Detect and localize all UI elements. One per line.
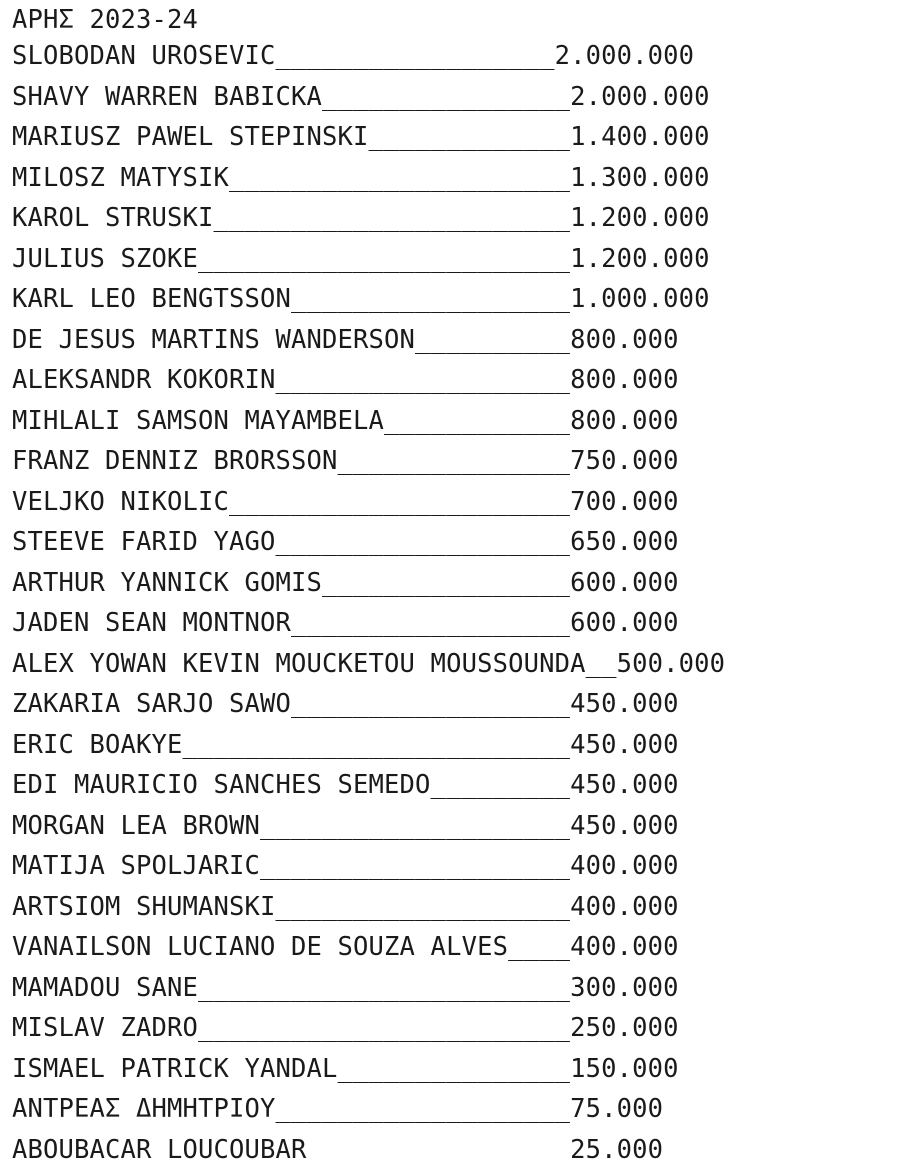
salary-row: ARTHUR YANNICK GOMIS________________600.000	[12, 563, 892, 604]
salary-row: ABOUBACAR LOUCOUBAR 25.000	[12, 1130, 892, 1170]
salary-row: JULIUS SZOKE________________________1.200.000	[12, 239, 892, 280]
salary-row: ERIC BOAKYE_________________________450.000	[12, 725, 892, 766]
salary-row: MORGAN LEA BROWN____________________450.000	[12, 806, 892, 847]
salary-row: SHAVY WARREN BABICKA________________2.000.000	[12, 77, 892, 118]
salary-row: ALEX YOWAN KEVIN MOUCKETOU MOUSSOUNDA__500.000	[12, 644, 892, 685]
document-title: ΑΡΗΣ 2023-24	[12, 0, 892, 36]
salary-row: FRANZ DENNIZ BRORSSON_______________750.000	[12, 441, 892, 482]
salary-row: KARL LEO BENGTSSON__________________1.000.000	[12, 279, 892, 320]
salary-row: VANAILSON LUCIANO DE SOUZA ALVES____400.000	[12, 927, 892, 968]
salary-row: ALEKSANDR KOKORIN___________________800.000	[12, 360, 892, 401]
salary-list-document	[12, 0, 892, 1170]
salary-row: MAMADOU SANE________________________300.000	[12, 968, 892, 1009]
salary-row: STEEVE FARID YAGO___________________650.000	[12, 522, 892, 563]
salary-row: ZAKARIA SARJO SAWO__________________450.000	[12, 684, 892, 725]
salary-row: VELJKO NIKOLIC______________________700.000	[12, 482, 892, 523]
salary-row: DE JESUS MARTINS WANDERSON__________800.000	[12, 320, 892, 361]
salary-row: MISLAV ZADRO________________________250.000	[12, 1008, 892, 1049]
salary-row: MIHLALI SAMSON MAYAMBELA____________800.000	[12, 401, 892, 442]
salary-row: ISMAEL PATRICK YANDAL_______________150.000	[12, 1049, 892, 1090]
salary-row: EDI MAURICIO SANCHES SEMEDO_________450.000	[12, 765, 892, 806]
salary-row: MARIUSZ PAWEL STEPINSKI_____________1.400.000	[12, 117, 892, 158]
salary-row: JADEN SEAN MONTNOR__________________600.000	[12, 603, 892, 644]
salary-row: ΑΝΤΡΕΑΣ ΔΗΜΗΤΡΙΟΥ___________________75.000	[12, 1089, 892, 1130]
salary-row: MILOSZ MATYSIK______________________1.300.000	[12, 158, 892, 199]
salary-row: MATIJA SPOLJARIC____________________400.000	[12, 846, 892, 887]
salary-row: KAROL STRUSKI_______________________1.200.000	[12, 198, 892, 239]
salary-row: SLOBODAN UROSEVIC__________________2.000.000	[12, 36, 892, 77]
salary-row: ARTSIOM SHUMANSKI___________________400.000	[12, 887, 892, 928]
